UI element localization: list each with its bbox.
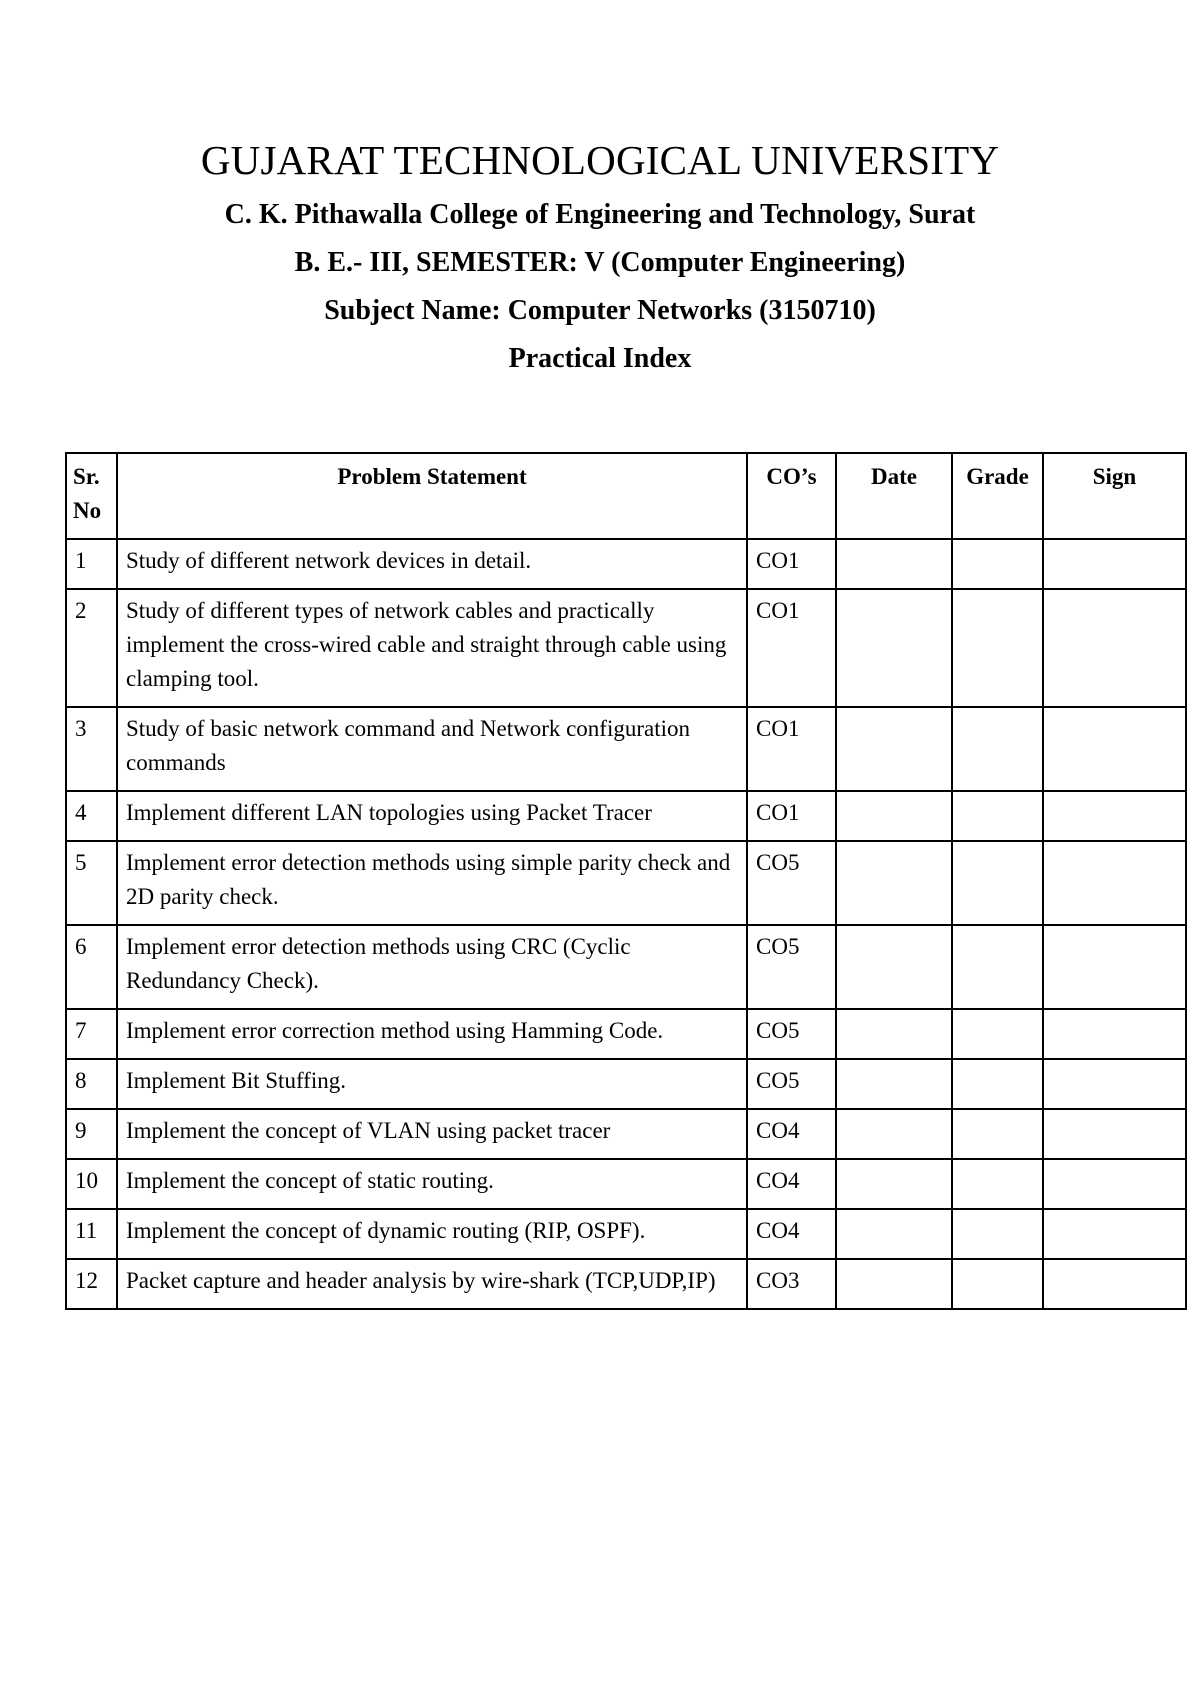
problem-statement-cell: Implement Bit Stuffing. xyxy=(117,1059,747,1109)
sr-cell: 3 xyxy=(66,707,117,791)
co-cell: CO5 xyxy=(747,1009,836,1059)
problem-statement-cell: Study of different types of network cables and practically implement the cross-wired cable and straight through cable using clamping tool. xyxy=(117,589,747,707)
co-cell: CO4 xyxy=(747,1109,836,1159)
sign-cell xyxy=(1043,707,1186,791)
table-row xyxy=(66,1059,1186,1109)
column-header-sr-no: Sr. No xyxy=(66,453,117,539)
co-cell: CO5 xyxy=(747,1059,836,1109)
document-header xyxy=(0,137,1200,393)
co-cell: CO4 xyxy=(747,1159,836,1209)
problem-statement-cell: Implement error detection methods using CRC (Cyclic Redundancy Check). xyxy=(117,925,747,1009)
co-cell: CO1 xyxy=(747,707,836,791)
date-cell xyxy=(836,1259,952,1309)
date-cell xyxy=(836,539,952,589)
problem-statement-cell: Packet capture and header analysis by wire-shark (TCP,UDP,IP) xyxy=(117,1259,747,1309)
table-row xyxy=(66,1109,1186,1159)
date-cell xyxy=(836,1109,952,1159)
co-cell: CO4 xyxy=(747,1209,836,1259)
date-cell xyxy=(836,1009,952,1059)
problem-statement-cell: Implement the concept of static routing. xyxy=(117,1159,747,1209)
program-line: B. E.- III, SEMESTER: V (Computer Engineering) xyxy=(294,247,906,278)
sign-cell xyxy=(1043,1159,1186,1209)
table-row xyxy=(66,1209,1186,1259)
sr-cell: 11 xyxy=(66,1209,117,1259)
co-cell: CO5 xyxy=(747,841,836,925)
sr-cell: 7 xyxy=(66,1009,117,1059)
grade-cell xyxy=(952,539,1043,589)
sr-cell: 8 xyxy=(66,1059,117,1109)
college-name: C. K. Pithawalla College of Engineering and Technology, Surat xyxy=(224,199,976,230)
sign-cell xyxy=(1043,1059,1186,1109)
co-cell: CO1 xyxy=(747,539,836,589)
table-row xyxy=(66,1159,1186,1209)
table-row xyxy=(66,1259,1186,1309)
co-cell: CO1 xyxy=(747,791,836,841)
sr-cell: 2 xyxy=(66,589,117,707)
date-cell xyxy=(836,791,952,841)
problem-statement-cell: Implement the concept of VLAN using packet tracer xyxy=(117,1109,747,1159)
co-cell: CO1 xyxy=(747,589,836,707)
date-cell xyxy=(836,1209,952,1259)
sr-cell: 6 xyxy=(66,925,117,1009)
grade-cell xyxy=(952,791,1043,841)
grade-cell xyxy=(952,707,1043,791)
sr-cell: 1 xyxy=(66,539,117,589)
date-cell xyxy=(836,925,952,1009)
table-row xyxy=(66,791,1186,841)
sign-cell xyxy=(1043,589,1186,707)
grade-cell xyxy=(952,1159,1043,1209)
co-cell: CO3 xyxy=(747,1259,836,1309)
grade-cell xyxy=(952,1009,1043,1059)
sr-cell: 5 xyxy=(66,841,117,925)
grade-cell xyxy=(952,589,1043,707)
table-row xyxy=(66,925,1186,1009)
table-row xyxy=(66,707,1186,791)
column-header-sign: Sign xyxy=(1043,453,1186,539)
sign-cell xyxy=(1043,1209,1186,1259)
university-name: GUJARAT TECHNOLOGICAL UNIVERSITY xyxy=(200,137,1000,183)
sign-cell xyxy=(1043,791,1186,841)
sign-cell xyxy=(1043,841,1186,925)
grade-cell xyxy=(952,1059,1043,1109)
table-row xyxy=(66,589,1186,707)
problem-statement-cell: Study of different network devices in detail. xyxy=(117,539,747,589)
table-row xyxy=(66,539,1186,589)
problem-statement-cell: Implement the concept of dynamic routing (RIP, OSPF). xyxy=(117,1209,747,1259)
problem-statement-cell: Study of basic network command and Network configuration commands xyxy=(117,707,747,791)
column-header-problem-statement: Problem Statement xyxy=(117,453,747,539)
column-header-grade: Grade xyxy=(952,453,1043,539)
grade-cell xyxy=(952,841,1043,925)
column-header-date: Date xyxy=(836,453,952,539)
sr-cell: 9 xyxy=(66,1109,117,1159)
table-row xyxy=(66,1009,1186,1059)
date-cell xyxy=(836,1059,952,1109)
date-cell xyxy=(836,1159,952,1209)
date-cell xyxy=(836,589,952,707)
sign-cell xyxy=(1043,1009,1186,1059)
practical-index-table xyxy=(65,452,1187,1310)
problem-statement-cell: Implement error detection methods using simple parity check and 2D parity check. xyxy=(117,841,747,925)
sign-cell xyxy=(1043,925,1186,1009)
sr-cell: 10 xyxy=(66,1159,117,1209)
grade-cell xyxy=(952,1259,1043,1309)
table-header-row xyxy=(66,453,1186,539)
column-header-cos: CO’s xyxy=(747,453,836,539)
problem-statement-cell: Implement different LAN topologies using Packet Tracer xyxy=(117,791,747,841)
grade-cell xyxy=(952,1209,1043,1259)
grade-cell xyxy=(952,1109,1043,1159)
sign-cell xyxy=(1043,1259,1186,1309)
sr-cell: 4 xyxy=(66,791,117,841)
sign-cell xyxy=(1043,1109,1186,1159)
table-row xyxy=(66,841,1186,925)
date-cell xyxy=(836,707,952,791)
document-title: Practical Index xyxy=(508,343,692,374)
co-cell: CO5 xyxy=(747,925,836,1009)
subject-line: Subject Name: Computer Networks (3150710) xyxy=(324,295,876,326)
date-cell xyxy=(836,841,952,925)
sign-cell xyxy=(1043,539,1186,589)
sr-cell: 12 xyxy=(66,1259,117,1309)
problem-statement-cell: Implement error correction method using Hamming Code. xyxy=(117,1009,747,1059)
grade-cell xyxy=(952,925,1043,1009)
